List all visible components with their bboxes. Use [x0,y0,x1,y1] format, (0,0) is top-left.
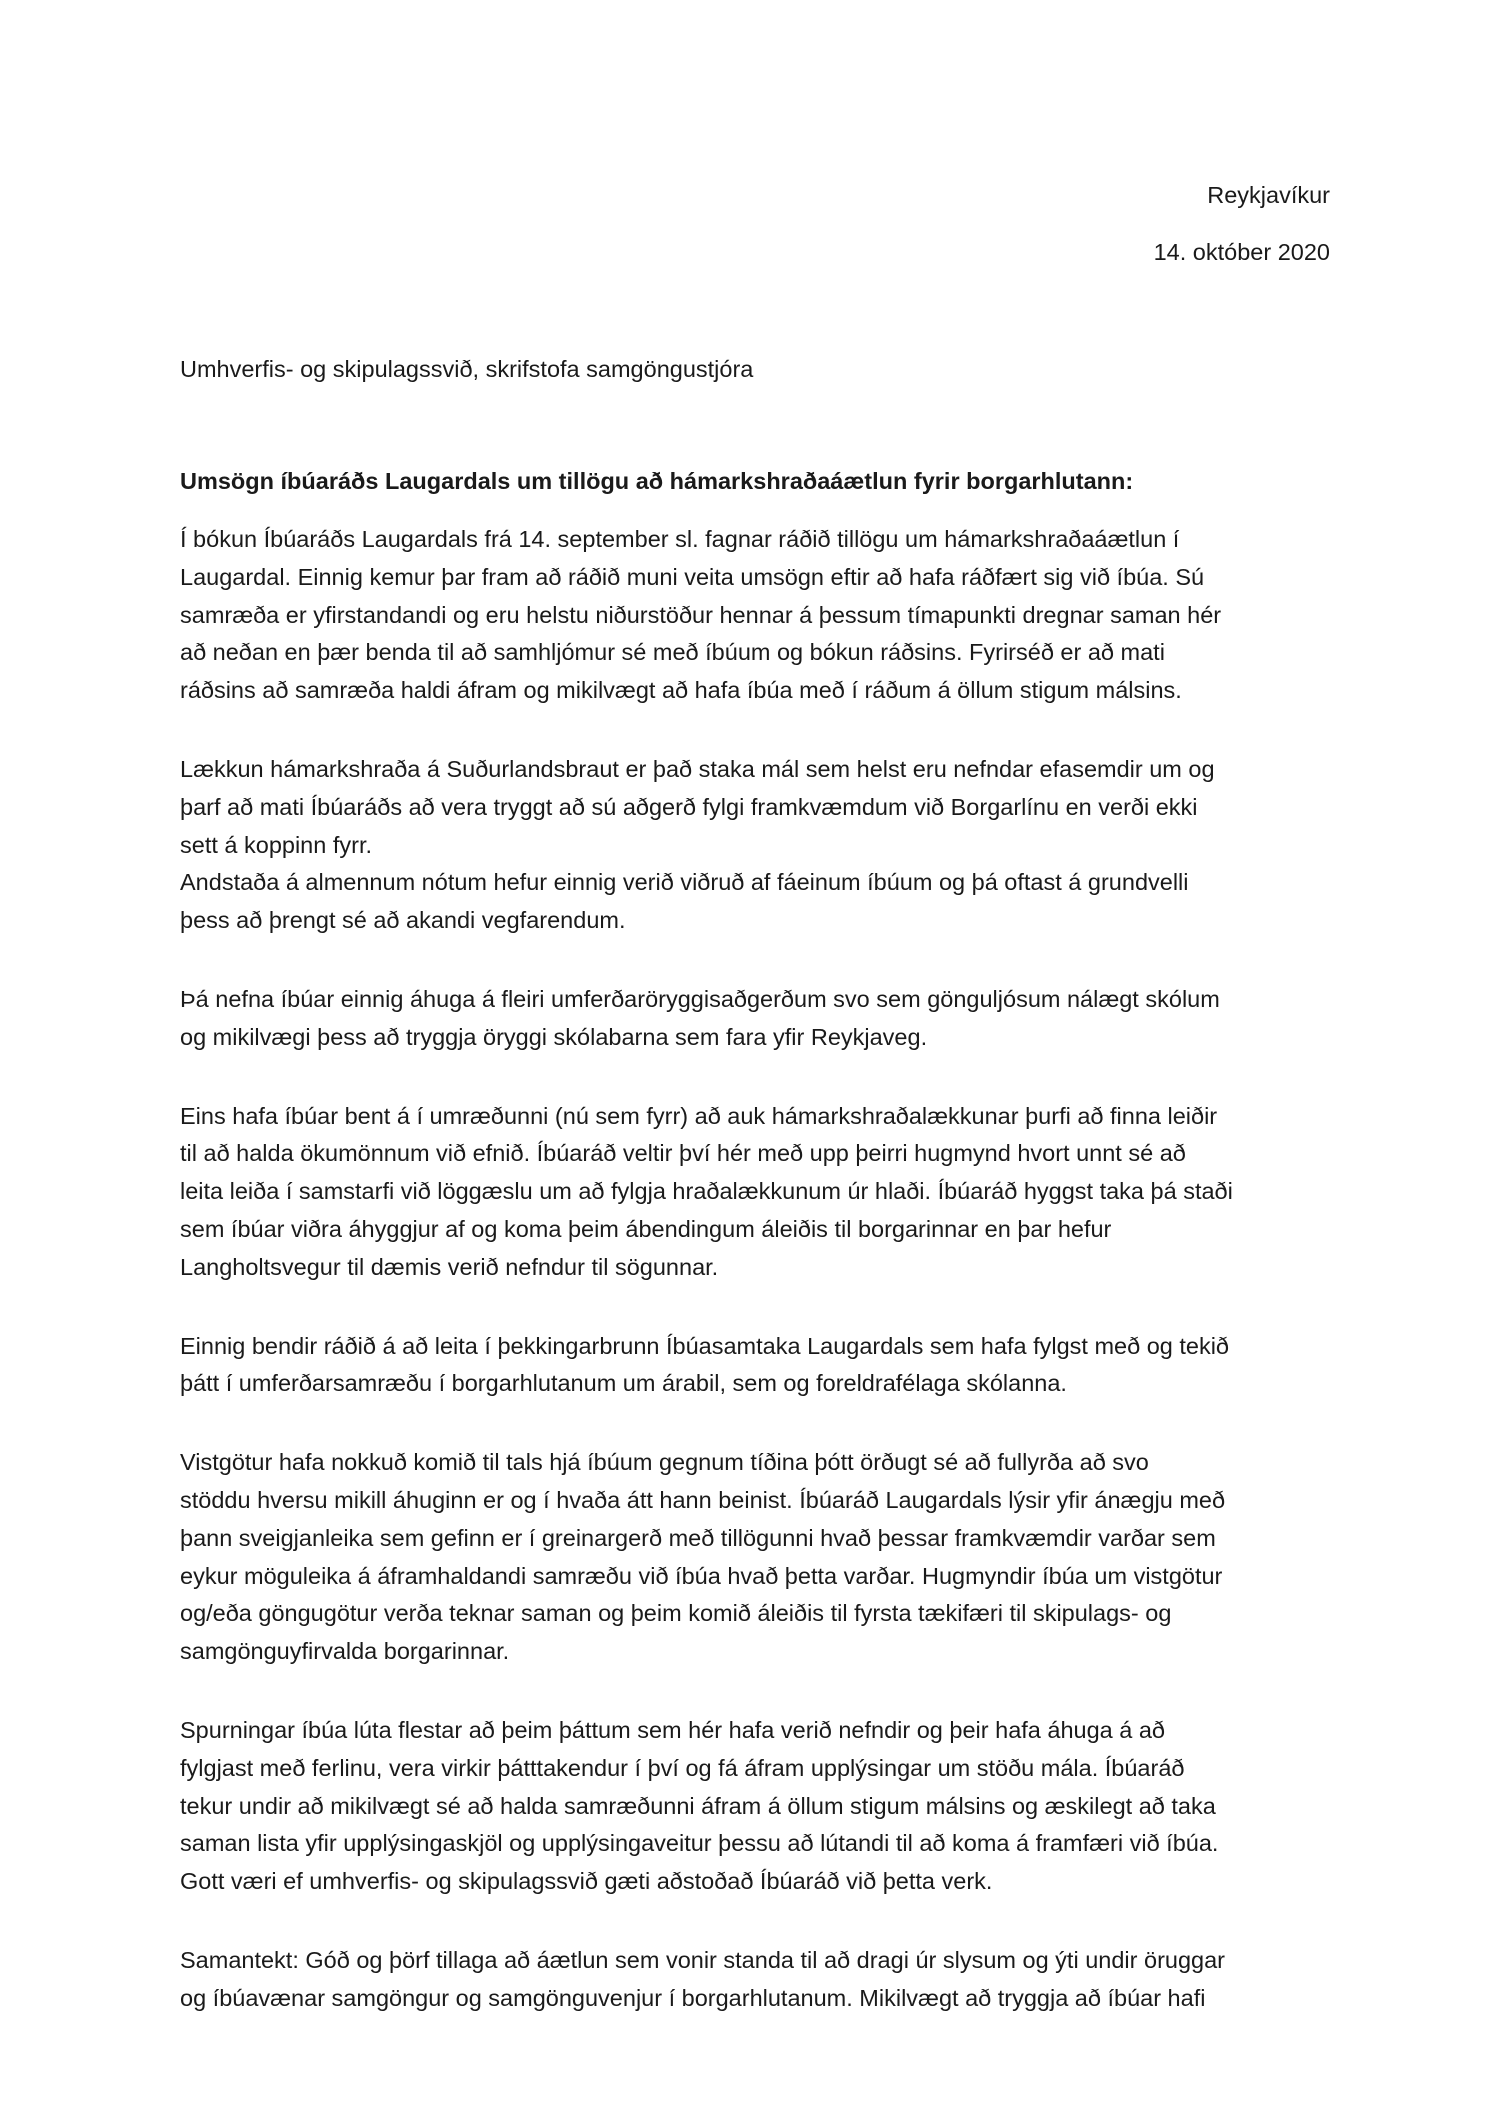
paragraph-line: til að halda ökumönnum við efnið. Íbúaráð veltir því hér með upp þeirri hugmynd hvort unnt sé að [180,1140,1186,1167]
paragraph-line: stöddu hversu mikill áhuginn er og í hvaða átt hann beinist. Íbúaráð Laugardals lýsir yfir ánægju með [180,1486,1226,1513]
paragraph-line: Í bókun Íbúaráðs Laugardals frá 14. september sl. fagnar ráðið tillögu um hámarkshraðaáætlun í [180,526,1180,552]
paragraph-line: þess að þrengt sé að akandi vegfarendum. [180,907,626,934]
paragraph-line: leita leiða í samstarfi við löggæslu um að fylgja hraðalækkunum úr hlaði. Íbúaráð hyggst taka þá staði [180,1178,1233,1205]
paragraph-line: Langholtsvegur til dæmis verið nefndur til sögunnar. [180,1253,719,1280]
paragraph-line: Vistgötur hafa nokkuð komið til tals hjá íbúum gegnum tíðina þótt örðugt sé að fullyrða að svo [180,1449,1149,1476]
body-paragraph [180,1942,1330,2018]
paragraph-line: Einnig bendir ráðið á að leita í þekkingarbrunn Íbúasamtaka Laugardals sem hafa fylgst með og tekið [180,1332,1229,1359]
paragraph-line: þann sveigjanleika sem gefinn er í greinargerð með tillögunni hvað þessar framkvæmdir varðar sem [180,1524,1216,1551]
paragraph-line: Spurningar íbúa lúta flestar að þeim þáttum sem hér hafa verið nefndir og þeir hafa áhuga á að [180,1716,1166,1743]
paragraph-line: samræða er yfirstandandi og eru helstu niðurstöður hennar á þessum tímapunkti dregnar saman hér [180,601,1222,628]
body-paragraph [180,1712,1330,1901]
paragraph-line: sett á koppinn fyrr. [180,831,373,858]
paragraph-line: saman lista yfir upplýsingaskjöl og upplýsingaveitur þessu að lútandi til að koma á framfæri við íbúa. [180,1830,1219,1857]
paragraph-line: samgönguyfirvalda borgarinnar. [180,1638,510,1665]
paragraph-line: þátt í umferðarsamræðu í borgarhlutanum um árabil, sem og foreldrafélaga skólanna. [180,1370,1067,1397]
paragraph-line: og/eða göngugötur verða teknar saman og þeim komið áleiðis til fyrsta tækifæri til skipulags- og [180,1600,1172,1627]
paragraph-line: að neðan en þær benda til að samhljómur sé með íbúum og bókun ráðsins. Fyrirséð er að mati [180,639,1165,666]
body-paragraph [180,1098,1330,1287]
paragraph-line: þarf að mati Íbúaráðs að vera tryggt að sú aðgerð fylgi framkvæmdum við Borgarlínu en verði ekki [180,793,1198,820]
letter-heading: Umsögn íbúaráðs Laugardals um tillögu að hámarkshraðaáætlun fyrir borgarhlutann: [180,468,1134,494]
paragraph-line: Laugardal. Einnig kemur þar fram að ráðið muni veita umsögn eftir að hafa ráðfært sig við íbúa. Sú [180,563,1205,590]
paragraph-line: Andstaða á almennum nótum hefur einnig verið viðruð af fáeinum íbúum og þá oftast á grundvelli [180,869,1189,896]
paragraph-line: fylgjast með ferlinu, vera virkir þátttakendur í því og fá áfram upplýsingar um stöðu mála. Íbúaráð [180,1754,1185,1781]
paragraph-line: sem íbúar viðra áhyggjur af og koma þeim ábendingum áleiðis til borgarinnar en þar hefur [180,1215,1112,1242]
body-paragraph [180,981,1330,1057]
paragraph-line: og mikilvægi þess að tryggja öryggi skólabarna sem fara yfir Reykjaveg. [180,1023,928,1050]
paragraph-line: eykur möguleika á áframhaldandi samræðu við íbúa hvað þetta varðar. Hugmyndir íbúa um vistgötur [180,1562,1223,1589]
body-paragraph [180,751,1330,940]
paragraph-line: Eins hafa íbúar bent á í umræðunni (nú sem fyrr) að auk hámarkshraðalækkunar þurfi að finna leiðir [180,1102,1218,1129]
paragraph-line: og íbúavænar samgöngur og samgönguvenjur í borgarhlutanum. Mikilvægt að tryggja að íbúar hafi [180,1984,1206,2011]
paragraph-line: Samantekt: Góð og þörf tillaga að áætlun sem vonir standa til að dragi úr slysum og ýti undir öruggar [180,1946,1225,1973]
body-paragraph [180,521,1330,710]
letter-place: Reykjavíkur [1207,182,1330,208]
paragraph-line: ráðsins að samræða haldi áfram og mikilvægt að hafa íbúa með í ráðum á öllum stigum málsins. [180,677,1182,704]
paragraph-line: tekur undir að mikilvægt sé að halda samræðunni áfram á öllum stigum málsins og æskilegt að taka [180,1792,1216,1819]
letter-date: 14. október 2020 [1153,239,1330,265]
paragraph-line: Þá nefna íbúar einnig áhuga á fleiri umferðaröryggisaðgerðum svo sem gönguljósum nálægt skólum [180,985,1220,1012]
body-paragraph [180,1444,1330,1671]
letter-recipient: Umhverfis- og skipulagssvið, skrifstofa samgöngustjóra [180,356,754,382]
paragraph-line: Gott væri ef umhverfis- og skipulagssvið gæti aðstoðað Íbúaráð við þetta verk. [180,1868,993,1895]
letter-body [180,521,1330,2059]
paragraph-line: Lækkun hámarkshraða á Suðurlandsbraut er það staka mál sem helst eru nefndar efasemdir um og [180,755,1215,782]
body-paragraph [180,1328,1330,1404]
